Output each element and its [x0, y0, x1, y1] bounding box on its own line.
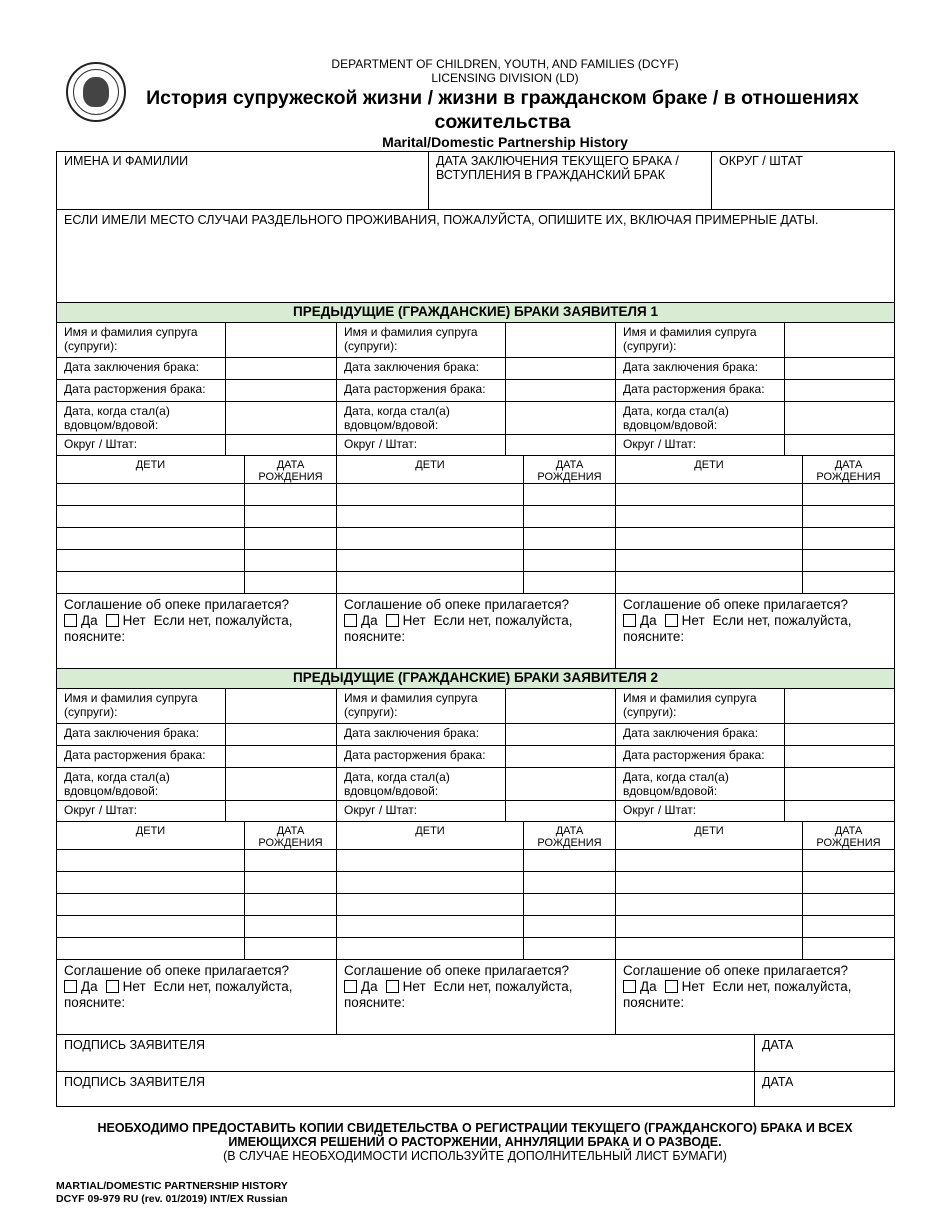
custody-question: Соглашение об опеке прилагается? [64, 597, 290, 612]
widowed-date-input[interactable] [505, 402, 615, 434]
divorce-date-row [57, 745, 336, 767]
child-row [337, 937, 615, 959]
marriage-date-label: Дата заключения брака: [64, 360, 200, 374]
no-checkbox[interactable] [106, 614, 119, 627]
yes-label: Да [361, 613, 378, 628]
spouse-name-input[interactable] [505, 323, 615, 357]
applicant-2-marriage-2 [336, 689, 615, 1034]
child-birth-date-input[interactable] [802, 916, 894, 937]
header-department-block [300, 57, 710, 85]
county-row [337, 434, 615, 455]
spouse-name-row [57, 689, 336, 723]
no-label: Нет [681, 979, 705, 994]
child-row [616, 527, 894, 549]
child-birth-date-input[interactable] [523, 506, 615, 527]
child-row [57, 571, 336, 593]
separation-label: ЕСЛИ ИМЕЛИ МЕСТО СЛУЧАИ РАЗДЕЛЬНОГО ПРОЖИВАНИЯ, ПОЖАЛУЙСТА, ОПИШИТЕ ИХ, ВКЛЮЧАЯ ПРИМЕРНЫЕ ДАТЫ. [64, 213, 819, 227]
marriage-date-input[interactable] [225, 358, 336, 379]
child-name-input[interactable] [616, 916, 802, 937]
custody-explain: Если нет, пожалуйста, поясните: [64, 979, 293, 1010]
applicant-2-marriage-3 [615, 689, 894, 1034]
page-title: История супружеской жизни / жизни в гражданском браке / в отношениях сожительства [146, 87, 859, 133]
custody-question: Соглашение об опеке прилагается? [623, 963, 849, 978]
child-name-input[interactable] [337, 938, 523, 959]
yes-label: Да [81, 613, 98, 628]
spouse-name-input[interactable] [505, 689, 615, 723]
divorce-date-input[interactable] [225, 380, 336, 401]
marital-history-form [56, 151, 895, 1107]
yes-label: Да [640, 979, 657, 994]
marriage-date-input[interactable] [225, 724, 336, 745]
birth-date-label: ДАТА РОЖДЕНИЯ [802, 456, 894, 483]
widowed-date-label: Дата, когда стал(а) вдовцом/вдовой: [623, 770, 729, 798]
custody-explain: Если нет, пожалуйста, поясните: [344, 979, 573, 1010]
child-birth-date-input[interactable] [523, 894, 615, 915]
custody-no-option[interactable] [665, 613, 705, 628]
no-checkbox[interactable] [386, 614, 399, 627]
section-applicant-2: ПРЕДЫДУЩИЕ (ГРАЖДАНСКИЕ) БРАКИ ЗАЯВИТЕЛЯ 2 [57, 668, 894, 688]
names-label: ИМЕНА И ФАМИЛИИ [64, 154, 189, 168]
marriage-date-input[interactable] [505, 358, 615, 379]
spouse-name-row [616, 689, 894, 723]
children-label: ДЕТИ [415, 825, 445, 837]
child-row [616, 505, 894, 527]
divorce-date-label: Дата расторжения брака: [344, 382, 486, 396]
page-subtitle: Marital/Domestic Partnership History [382, 134, 628, 150]
child-name-input[interactable] [57, 850, 244, 871]
child-name-input[interactable] [57, 894, 244, 915]
child-name-input[interactable] [57, 938, 244, 959]
child-row [57, 915, 336, 937]
separation-field[interactable] [57, 210, 894, 302]
custody-explain: Если нет, пожалуйста, поясните: [623, 979, 852, 1010]
widowed-date-row [616, 767, 894, 800]
current-marriage-date-label: ДАТА ЗАКЛЮЧЕНИЯ ТЕКУЩЕГО БРАКА / ВСТУПЛЕНИЯ В ГРАЖДАНСКИЙ БРАК [436, 154, 679, 182]
custody-no-option[interactable] [665, 979, 705, 994]
child-row [57, 871, 336, 893]
child-birth-date-input[interactable] [244, 938, 336, 959]
signature-label: ПОДПИСЬ ЗАЯВИТЕЛЯ [64, 1038, 206, 1052]
child-name-input[interactable] [616, 484, 802, 505]
child-name-input[interactable] [337, 894, 523, 915]
child-birth-date-input[interactable] [523, 484, 615, 505]
custody-no-option[interactable] [106, 979, 146, 994]
child-birth-date-input[interactable] [802, 894, 894, 915]
applicant-1-grid [57, 322, 894, 668]
yes-checkbox[interactable] [64, 614, 77, 627]
form-identifier [56, 1180, 288, 1206]
child-row [616, 915, 894, 937]
custody-explain: Если нет, пожалуйста, поясните: [623, 613, 852, 644]
widowed-date-row [337, 401, 615, 434]
form-name: MARTIAL/DOMESTIC PARTNERSHIP HISTORY [56, 1180, 288, 1192]
marriage-date-input[interactable] [784, 724, 894, 745]
child-birth-date-input[interactable] [523, 572, 615, 593]
child-name-input[interactable] [616, 528, 802, 549]
child-name-input[interactable] [337, 550, 523, 571]
county-input[interactable] [505, 435, 615, 455]
county-input[interactable] [225, 801, 336, 821]
marriage-date-label: Дата заключения брака: [344, 360, 480, 374]
children-header [616, 455, 894, 483]
widowed-date-input[interactable] [225, 768, 336, 800]
child-birth-date-input[interactable] [802, 506, 894, 527]
spouse-name-label: Имя и фамилия супруга (супруги): [64, 691, 198, 719]
child-birth-date-input[interactable] [802, 528, 894, 549]
county-row [337, 800, 615, 821]
child-birth-date-input[interactable] [523, 872, 615, 893]
marriage-date-row [57, 723, 336, 745]
no-checkbox[interactable] [665, 614, 678, 627]
yes-checkbox[interactable] [623, 980, 636, 993]
applicant-2-marriage-1 [57, 689, 336, 1034]
custody-yes-option[interactable] [623, 613, 657, 628]
seal-ring [73, 69, 119, 115]
child-name-input[interactable] [616, 850, 802, 871]
county-label: Округ / Штат: [64, 803, 138, 817]
custody-block [57, 593, 336, 668]
child-name-input[interactable] [57, 872, 244, 893]
children-header [337, 455, 615, 483]
child-row [616, 871, 894, 893]
divorce-date-label: Дата расторжения брака: [64, 382, 206, 396]
spouse-name-label: Имя и фамилия супруга (супруги): [623, 691, 757, 719]
yes-checkbox[interactable] [344, 980, 357, 993]
spouse-name-input[interactable] [225, 323, 336, 357]
child-name-input[interactable] [616, 506, 802, 527]
children-label: ДЕТИ [694, 459, 724, 471]
widowed-date-label: Дата, когда стал(а) вдовцом/вдовой: [623, 404, 729, 432]
footer-note-required: НЕОБХОДИМО ПРЕДОСТАВИТЬ КОПИИ СВИДЕТЕЛЬСТВА О РЕГИСТРАЦИИ ТЕКУЩЕГО (ГРАЖДАНСКОГО) БРАКА И ВСЕХ ИМЕЮЩИХСЯ РЕШЕНИЙ О РАСТОРЖЕНИИ, АННУЛЯЦИИ БРАКА И О РАЗВОДЕ. [97, 1121, 853, 1149]
marriage-date-label: Дата заключения брака: [623, 726, 759, 740]
custody-yes-option[interactable] [344, 613, 378, 628]
child-name-input[interactable] [337, 572, 523, 593]
custody-no-option[interactable] [386, 613, 426, 628]
no-checkbox[interactable] [665, 980, 678, 993]
custody-question: Соглашение об опеке прилагается? [623, 597, 849, 612]
custody-block [57, 959, 336, 1034]
children-header [57, 821, 336, 849]
child-name-input[interactable] [57, 572, 244, 593]
child-row [57, 527, 336, 549]
county-input[interactable] [505, 801, 615, 821]
widowed-date-label: Дата, когда стал(а) вдовцом/вдовой: [344, 770, 450, 798]
spouse-name-label: Имя и фамилия супруга (супруги): [344, 325, 478, 353]
applicant-2-grid [57, 688, 894, 1034]
no-label: Нет [402, 979, 426, 994]
custody-question: Соглашение об опеке прилагается? [64, 963, 290, 978]
current-county-field[interactable] [711, 152, 894, 209]
child-birth-date-input[interactable] [523, 528, 615, 549]
widowed-date-input[interactable] [505, 768, 615, 800]
child-row [337, 893, 615, 915]
yes-checkbox[interactable] [64, 980, 77, 993]
county-row [616, 434, 894, 455]
child-name-input[interactable] [616, 550, 802, 571]
county-row [616, 800, 894, 821]
child-name-input[interactable] [337, 506, 523, 527]
custody-block [616, 593, 894, 668]
divorce-date-input[interactable] [505, 380, 615, 401]
county-input[interactable] [784, 801, 894, 821]
child-birth-date-input[interactable] [523, 850, 615, 871]
signature-date-label: ДАТА [762, 1075, 794, 1089]
no-checkbox[interactable] [106, 980, 119, 993]
county-label: Округ / Штат: [64, 437, 138, 451]
widowed-date-row [57, 767, 336, 800]
yes-label: Да [81, 979, 98, 994]
child-birth-date-input[interactable] [244, 484, 336, 505]
child-row [337, 915, 615, 937]
child-row [616, 849, 894, 871]
spouse-name-row [337, 323, 615, 357]
county-row [57, 434, 336, 455]
section-applicant-1: ПРЕДЫДУЩИЕ (ГРАЖДАНСКИЕ) БРАКИ ЗАЯВИТЕЛЯ 1 [57, 302, 894, 322]
marriage-date-row [337, 357, 615, 379]
child-row [616, 571, 894, 593]
child-birth-date-input[interactable] [244, 872, 336, 893]
divorce-date-label: Дата расторжения брака: [344, 748, 486, 762]
child-name-input[interactable] [57, 506, 244, 527]
divorce-date-row [616, 379, 894, 401]
custody-block [337, 959, 615, 1034]
divorce-date-label: Дата расторжения брака: [64, 748, 206, 762]
widowed-date-label: Дата, когда стал(а) вдовцом/вдовой: [64, 770, 170, 798]
child-birth-date-input[interactable] [244, 572, 336, 593]
no-label: Нет [402, 613, 426, 628]
custody-explain: Если нет, пожалуйста, поясните: [344, 613, 573, 644]
custody-question: Соглашение об опеке прилагается? [344, 963, 570, 978]
signature-date-field[interactable] [754, 1035, 894, 1071]
spouse-name-label: Имя и фамилия супруга (супруги): [623, 325, 757, 353]
child-row [57, 937, 336, 959]
divorce-date-row [57, 379, 336, 401]
applicant-signature-field[interactable] [57, 1072, 754, 1106]
divorce-date-input[interactable] [784, 380, 894, 401]
child-birth-date-input[interactable] [802, 850, 894, 871]
child-birth-date-input[interactable] [523, 938, 615, 959]
widowed-date-label: Дата, когда стал(а) вдовцом/вдовой: [344, 404, 450, 432]
marriage-date-row [616, 723, 894, 745]
child-name-input[interactable] [57, 916, 244, 937]
separation-row [57, 209, 894, 302]
child-row [57, 483, 336, 505]
divorce-date-row [337, 745, 615, 767]
custody-no-option[interactable] [106, 613, 146, 628]
marriage-date-label: Дата заключения брака: [64, 726, 200, 740]
marriage-date-input[interactable] [505, 724, 615, 745]
county-row [57, 800, 336, 821]
birth-date-label: ДАТА РОЖДЕНИЯ [244, 822, 336, 849]
county-label: Округ / Штат: [344, 803, 418, 817]
widowed-date-label: Дата, когда стал(а) вдовцом/вдовой: [64, 404, 170, 432]
widowed-date-input[interactable] [784, 768, 894, 800]
signature-row-2 [57, 1071, 894, 1106]
widowed-date-row [57, 401, 336, 434]
county-label: Округ / Штат: [623, 437, 697, 451]
child-row [337, 871, 615, 893]
child-name-input[interactable] [616, 572, 802, 593]
child-birth-date-input[interactable] [244, 894, 336, 915]
child-name-input[interactable] [337, 484, 523, 505]
widowed-date-input[interactable] [784, 402, 894, 434]
spouse-name-input[interactable] [784, 323, 894, 357]
spouse-name-input[interactable] [784, 689, 894, 723]
birth-date-label: ДАТА РОЖДЕНИЯ [802, 822, 894, 849]
birth-date-label: ДАТА РОЖДЕНИЯ [244, 456, 336, 483]
applicant-1-marriage-1 [57, 323, 336, 668]
spouse-name-label: Имя и фамилия супруга (супруги): [344, 691, 478, 719]
child-row [616, 893, 894, 915]
seal-portrait [83, 77, 109, 107]
applicant-1-marriage-2 [336, 323, 615, 668]
names-field[interactable] [57, 152, 428, 209]
child-row [616, 483, 894, 505]
current-county-label: ОКРУГ / ШТАТ [719, 154, 803, 168]
custody-yes-option[interactable] [64, 979, 98, 994]
custody-block [337, 593, 615, 668]
marriage-date-row [57, 357, 336, 379]
child-birth-date-input[interactable] [802, 550, 894, 571]
child-row [337, 527, 615, 549]
department-name: DEPARTMENT OF CHILDREN, YOUTH, AND FAMILIES (DCYF) [331, 57, 679, 71]
divorce-date-input[interactable] [225, 746, 336, 767]
custody-question: Соглашение об опеке прилагается? [344, 597, 570, 612]
child-birth-date-input[interactable] [802, 572, 894, 593]
state-seal-logo [66, 62, 126, 122]
child-name-input[interactable] [616, 938, 802, 959]
applicant-signature-field[interactable] [57, 1035, 754, 1071]
spouse-name-row [337, 689, 615, 723]
child-birth-date-input[interactable] [244, 506, 336, 527]
divorce-date-row [616, 745, 894, 767]
child-name-input[interactable] [616, 872, 802, 893]
yes-label: Да [640, 613, 657, 628]
marriage-date-row [616, 357, 894, 379]
marriage-date-label: Дата заключения брака: [344, 726, 480, 740]
child-row [616, 549, 894, 571]
county-label: Округ / Штат: [344, 437, 418, 451]
divorce-date-label: Дата расторжения брака: [623, 748, 765, 762]
county-label: Округ / Штат: [623, 803, 697, 817]
child-birth-date-input[interactable] [802, 484, 894, 505]
no-label: Нет [681, 613, 705, 628]
current-marriage-row [57, 152, 894, 209]
footer-note-extra: (В СЛУЧАЕ НЕОБХОДИМОСТИ ИСПОЛЬЗУЙТЕ ДОПОЛНИТЕЛЬНЫЙ ЛИСТ БУМАГИ) [223, 1149, 727, 1163]
county-input[interactable] [784, 435, 894, 455]
child-name-input[interactable] [616, 894, 802, 915]
child-row [57, 549, 336, 571]
spouse-name-input[interactable] [225, 689, 336, 723]
divorce-date-label: Дата расторжения брака: [623, 382, 765, 396]
children-label: ДЕТИ [415, 459, 445, 471]
divorce-date-input[interactable] [784, 746, 894, 767]
child-row [337, 571, 615, 593]
child-name-input[interactable] [337, 528, 523, 549]
spouse-name-label: Имя и фамилия супруга (супруги): [64, 325, 198, 353]
child-row [337, 549, 615, 571]
child-name-input[interactable] [57, 528, 244, 549]
widowed-date-row [616, 401, 894, 434]
division-name: LICENSING DIVISION (LD) [431, 71, 579, 85]
child-row [337, 483, 615, 505]
current-marriage-date-field[interactable] [428, 152, 711, 209]
child-birth-date-input[interactable] [802, 938, 894, 959]
children-label: ДЕТИ [135, 459, 166, 471]
custody-block [616, 959, 894, 1034]
child-birth-date-input[interactable] [523, 916, 615, 937]
custody-yes-option[interactable] [64, 613, 98, 628]
child-birth-date-input[interactable] [244, 550, 336, 571]
child-row [337, 849, 615, 871]
child-row [57, 893, 336, 915]
signature-row-1 [57, 1034, 894, 1071]
child-row [57, 849, 336, 871]
child-row [57, 505, 336, 527]
custody-yes-option[interactable] [344, 979, 378, 994]
no-label: Нет [122, 613, 146, 628]
child-birth-date-input[interactable] [523, 550, 615, 571]
birth-date-label: ДАТА РОЖДЕНИЯ [523, 456, 615, 483]
signature-date-label: ДАТА [762, 1038, 794, 1052]
child-name-input[interactable] [57, 484, 244, 505]
child-row [337, 505, 615, 527]
yes-checkbox[interactable] [623, 614, 636, 627]
yes-label: Да [361, 979, 378, 994]
child-name-input[interactable] [337, 850, 523, 871]
divorce-date-row [337, 379, 615, 401]
child-name-input[interactable] [337, 872, 523, 893]
marriage-date-input[interactable] [784, 358, 894, 379]
custody-no-option[interactable] [386, 979, 426, 994]
signature-date-field[interactable] [754, 1072, 894, 1106]
children-header [57, 455, 336, 483]
children-label: ДЕТИ [694, 825, 724, 837]
spouse-name-row [57, 323, 336, 357]
divorce-date-input[interactable] [505, 746, 615, 767]
county-input[interactable] [225, 435, 336, 455]
children-label: ДЕТИ [135, 825, 166, 837]
child-row [616, 937, 894, 959]
custody-explain: Если нет, пожалуйста, поясните: [64, 613, 293, 644]
signature-label: ПОДПИСЬ ЗАЯВИТЕЛЯ [64, 1075, 206, 1089]
child-birth-date-input[interactable] [802, 872, 894, 893]
child-birth-date-input[interactable] [244, 916, 336, 937]
widowed-date-input[interactable] [225, 402, 336, 434]
children-header [616, 821, 894, 849]
footer-note [80, 1121, 870, 1163]
children-header [337, 821, 615, 849]
no-checkbox[interactable] [386, 980, 399, 993]
applicant-1-marriage-3 [615, 323, 894, 668]
marriage-date-label: Дата заключения брака: [623, 360, 759, 374]
widowed-date-row [337, 767, 615, 800]
child-birth-date-input[interactable] [244, 850, 336, 871]
spouse-name-row [616, 323, 894, 357]
no-label: Нет [122, 979, 146, 994]
birth-date-label: ДАТА РОЖДЕНИЯ [523, 822, 615, 849]
child-birth-date-input[interactable] [244, 528, 336, 549]
child-name-input[interactable] [57, 550, 244, 571]
form-number: DCYF 09-979 RU (rev. 01/2019) INT/EX Russian [56, 1193, 288, 1205]
child-name-input[interactable] [337, 916, 523, 937]
yes-checkbox[interactable] [344, 614, 357, 627]
marriage-date-row [337, 723, 615, 745]
custody-yes-option[interactable] [623, 979, 657, 994]
